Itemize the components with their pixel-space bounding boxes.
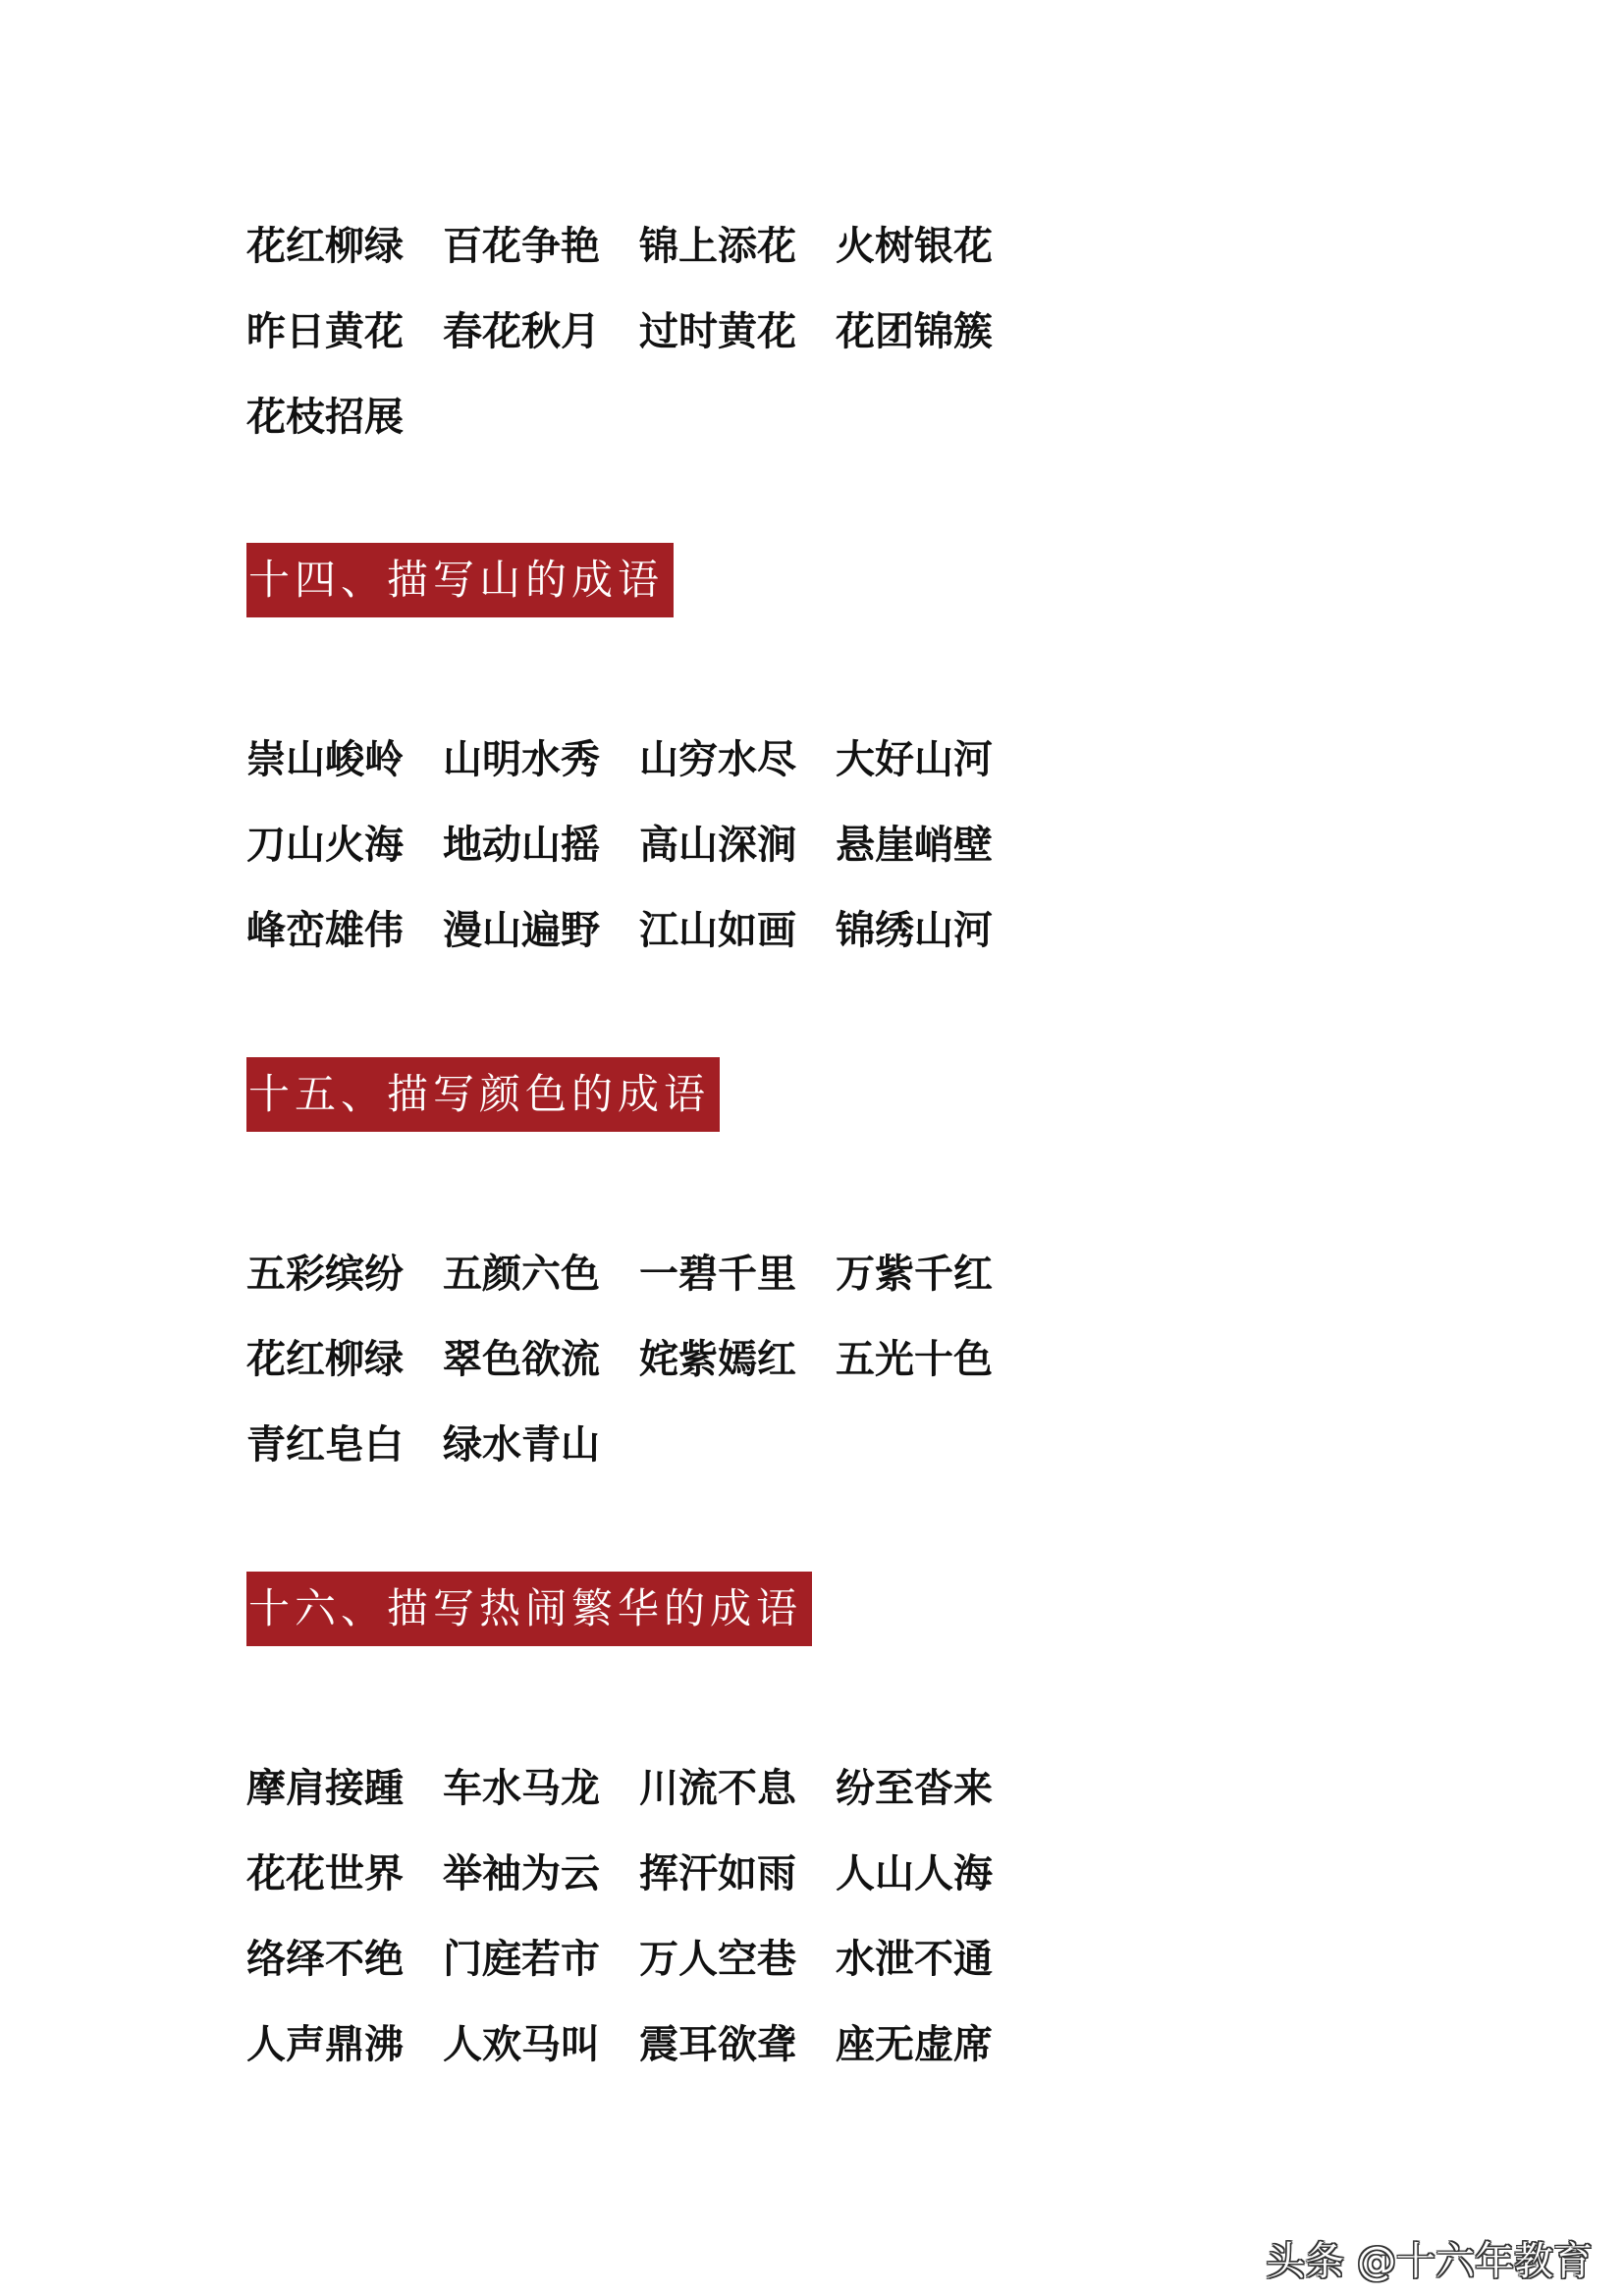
watermark: 头条 @十六年教育 bbox=[1266, 2239, 1593, 2284]
idiom: 百花争艳 bbox=[443, 224, 600, 269]
idiom: 挥汗如雨 bbox=[639, 1851, 796, 1896]
color-idioms-block bbox=[246, 1228, 1032, 1484]
idiom-row bbox=[246, 1228, 1032, 1313]
idiom-row bbox=[246, 1742, 1032, 1828]
idiom: 高山深涧 bbox=[639, 823, 796, 868]
idiom: 川流不息 bbox=[639, 1766, 796, 1811]
idiom-row bbox=[246, 286, 1032, 371]
idiom-row bbox=[246, 1913, 1032, 1999]
idiom-row bbox=[246, 1999, 1032, 2084]
idiom: 万紫千红 bbox=[836, 1252, 993, 1297]
idiom: 人山人海 bbox=[836, 1851, 993, 1896]
idiom: 花红柳绿 bbox=[246, 1337, 404, 1382]
idiom-row bbox=[246, 200, 1032, 286]
idiom: 座无虚席 bbox=[836, 2022, 993, 2067]
idiom: 刀山火海 bbox=[246, 823, 404, 868]
idiom: 震耳欲聋 bbox=[639, 2022, 796, 2067]
flower-idioms-block bbox=[246, 200, 1032, 456]
idiom: 络绎不绝 bbox=[246, 1937, 404, 1982]
idiom: 花红柳绿 bbox=[246, 224, 404, 269]
idiom: 地动山摇 bbox=[443, 823, 600, 868]
idiom: 山穷水尽 bbox=[639, 737, 796, 782]
mountain-idioms-block bbox=[246, 714, 1032, 970]
idiom: 昨日黄花 bbox=[246, 309, 404, 354]
section-heading-15: 十五、描写颜色的成语 bbox=[246, 1057, 720, 1132]
idiom: 悬崖峭壁 bbox=[836, 823, 993, 868]
idiom: 花团锦簇 bbox=[836, 309, 993, 354]
idiom: 五彩缤纷 bbox=[246, 1252, 404, 1297]
idiom: 花花世界 bbox=[246, 1851, 404, 1896]
idiom: 春花秋月 bbox=[443, 309, 600, 354]
idiom: 一碧千里 bbox=[639, 1252, 796, 1297]
idiom: 万人空巷 bbox=[639, 1937, 796, 1982]
idiom-row bbox=[246, 884, 1032, 970]
idiom: 五颜六色 bbox=[443, 1252, 600, 1297]
idiom-row bbox=[246, 714, 1032, 799]
idiom: 江山如画 bbox=[639, 908, 796, 953]
idiom: 青红皂白 bbox=[246, 1422, 404, 1468]
bustling-idioms-block bbox=[246, 1742, 1032, 2084]
idiom: 门庭若市 bbox=[443, 1937, 600, 1982]
idiom: 花枝招展 bbox=[246, 395, 404, 440]
idiom-row bbox=[246, 1828, 1032, 1913]
idiom: 车水马龙 bbox=[443, 1766, 600, 1811]
section-heading-16: 十六、描写热闹繁华的成语 bbox=[246, 1572, 812, 1646]
idiom: 摩肩接踵 bbox=[246, 1766, 404, 1811]
idiom: 山明水秀 bbox=[443, 737, 600, 782]
idiom: 举袖为云 bbox=[443, 1851, 600, 1896]
idiom-row bbox=[246, 799, 1032, 884]
idiom: 人欢马叫 bbox=[443, 2022, 600, 2067]
idiom-row bbox=[246, 1399, 1032, 1484]
idiom: 大好山河 bbox=[836, 737, 993, 782]
idiom: 翠色欲流 bbox=[443, 1337, 600, 1382]
idiom-row bbox=[246, 371, 1032, 456]
idiom: 纷至沓来 bbox=[836, 1766, 993, 1811]
idiom: 水泄不通 bbox=[836, 1937, 993, 1982]
idiom: 锦上添花 bbox=[639, 224, 796, 269]
section-heading-14: 十四、描写山的成语 bbox=[246, 543, 674, 617]
idiom: 峰峦雄伟 bbox=[246, 908, 404, 953]
idiom-row bbox=[246, 1313, 1032, 1399]
idiom: 崇山峻岭 bbox=[246, 737, 404, 782]
idiom: 绿水青山 bbox=[443, 1422, 600, 1468]
idiom: 锦绣山河 bbox=[836, 908, 993, 953]
idiom: 人声鼎沸 bbox=[246, 2022, 404, 2067]
idiom: 漫山遍野 bbox=[443, 908, 600, 953]
idiom: 姹紫嫣红 bbox=[639, 1337, 796, 1382]
idiom: 五光十色 bbox=[836, 1337, 993, 1382]
idiom: 过时黄花 bbox=[639, 309, 796, 354]
idiom: 火树银花 bbox=[836, 224, 993, 269]
